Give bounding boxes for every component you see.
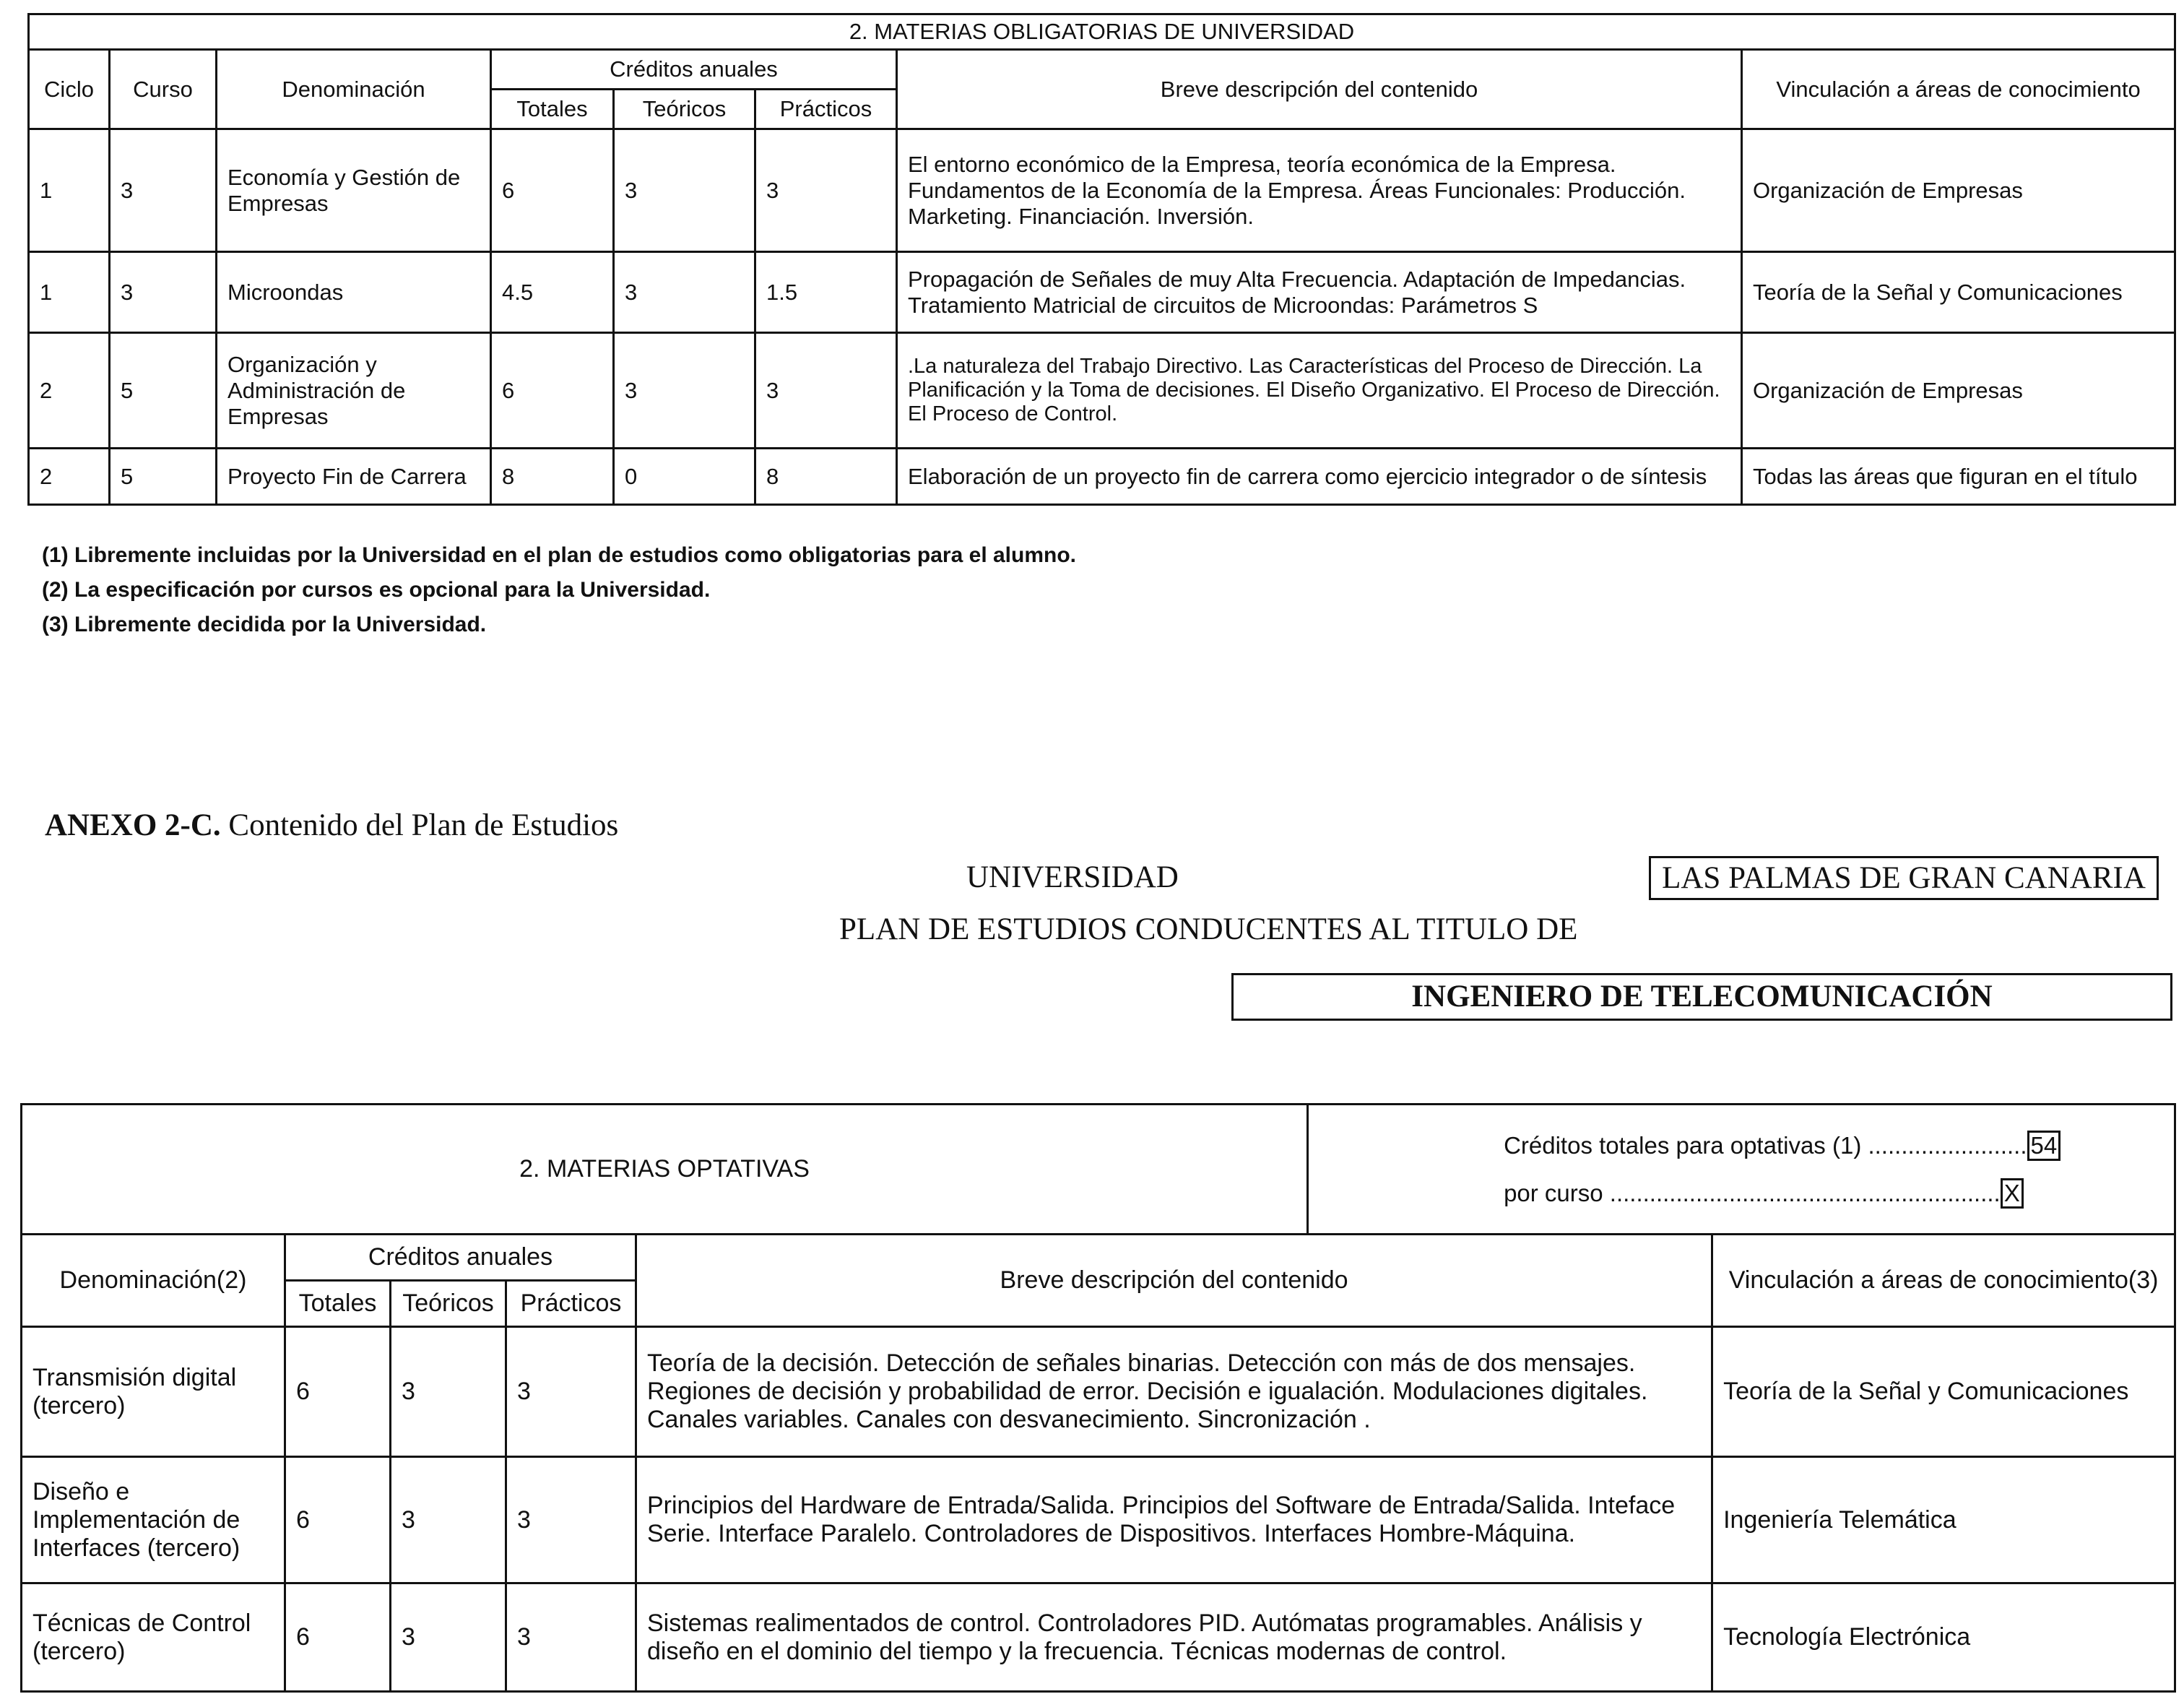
cell-denominacion: Transmisión digital (tercero) [22,1327,285,1457]
header-practicos: Prácticos [755,90,897,129]
header-vinculacion: Vinculación a áreas de conocimiento [1742,50,2175,129]
table-title: 2. MATERIAS OPTATIVAS [22,1105,1308,1235]
plan-label: PLAN DE ESTUDIOS CONDUCENTES AL TITULO DE [839,912,1578,946]
footnote-2: (2) La especificación por cursos es opcional para la Universidad. [42,578,711,602]
cell-descripcion: Elaboración de un proyecto fin de carrera como ejercicio integrador o de síntesis [897,449,1742,505]
cell-descripcion: El entorno económico de la Empresa, teoría económica de la Empresa. Fundamentos de la Economía de la Empresa. Áreas Funcionales: Producción. Marketing. Financiación. Inversión. [897,129,1742,252]
header-totales: Totales [285,1281,391,1327]
header-practicos: Prácticos [506,1281,636,1327]
cell-ciclo: 2 [29,333,110,449]
cell-teoricos: 3 [391,1583,506,1692]
cell-curso: 3 [110,129,217,252]
cell-denominacion: Microondas [217,252,491,333]
table-row [29,129,2175,252]
header-totales: Totales [491,90,614,129]
por-curso-label: por curso ........................................................... [1504,1179,2001,1206]
table-row [29,449,2175,505]
header-ciclo: Ciclo [29,50,110,129]
cell-totales: 4.5 [491,252,614,333]
table-row [22,1583,2175,1692]
cell-descripcion: Sistemas realimentados de control. Controladores PID. Autómatas programables. Análisis y diseño en el dominio del tiempo y la frecuencia. Técnicas modernas de control. [636,1583,1712,1692]
cell-practicos: 3 [755,333,897,449]
creditos-totales-line [1504,1122,2164,1170]
cell-vinculacion: Organización de Empresas [1742,333,2175,449]
cell-vinculacion: Teoría de la Señal y Comunicaciones [1742,252,2175,333]
universidad-label: UNIVERSIDAD [966,860,1179,894]
por-curso-value: X [2001,1178,2024,1209]
cell-teoricos: 3 [391,1457,506,1583]
table-row [22,1327,2175,1457]
cell-practicos: 1.5 [755,252,897,333]
table-row [29,333,2175,449]
cell-descripcion: Principios del Hardware de Entrada/Salida. Principios del Software de Entrada/Salida. Inteface Serie. Interface Paralelo. Controladores de Dispositivos. Interfaces Hombre-Máquina. [636,1457,1712,1583]
cell-curso: 5 [110,449,217,505]
por-curso-line [1504,1170,2164,1217]
cell-totales: 6 [491,333,614,449]
header-descripcion: Breve descripción del contenido [636,1235,1712,1327]
cell-vinculacion: Organización de Empresas [1742,129,2175,252]
cell-teoricos: 3 [391,1327,506,1457]
cell-totales: 6 [285,1457,391,1583]
cell-totales: 6 [285,1583,391,1692]
table-row [29,252,2175,333]
header-teoricos: Teóricos [614,90,755,129]
cell-teoricos: 3 [614,333,755,449]
cell-descripcion: Propagación de Señales de muy Alta Frecuencia. Adaptación de Impedancias. Tratamiento Matricial de circuitos de Microondas: Parámetros S [897,252,1742,333]
header-teoricos: Teóricos [391,1281,506,1327]
cell-descripcion: Teoría de la decisión. Detección de señales binarias. Detección con más de dos mensajes. Regiones de decisión y probabilidad de error. Decisión e igualación. Modulaciones digitales. Canales variables. Canales con desvanecimiento. Sincronización . [636,1327,1712,1457]
cell-denominacion: Técnicas de Control (tercero) [22,1583,285,1692]
cell-descripcion: .La naturaleza del Trabajo Directivo. Las Características del Proceso de Dirección. La Planificación y la Toma de decisiones. El Diseño Organizativo. El Proceso de Dirección. El Proceso de Control. [897,333,1742,449]
creditos-totales-value: 54 [2027,1131,2061,1161]
header-creditos: Créditos anuales [285,1235,636,1281]
optativas-table [20,1103,2176,1693]
header-vinculacion: Vinculación a áreas de conocimiento(3) [1712,1235,2175,1327]
cell-denominacion: Proyecto Fin de Carrera [217,449,491,505]
cell-ciclo: 1 [29,129,110,252]
cell-totales: 6 [285,1327,391,1457]
creditos-totales-label: Créditos totales para optativas (1) ........................ [1504,1131,2027,1159]
anexo-subtitle: Contenido del Plan de Estudios [220,808,619,842]
cell-teoricos: 3 [614,252,755,333]
table-title: 2. MATERIAS OBLIGATORIAS DE UNIVERSIDAD [29,14,2175,50]
cell-vinculacion: Ingeniería Telemática [1712,1457,2175,1583]
header-denominacion: Denominación [217,50,491,129]
titulo-value: INGENIERO DE TELECOMUNICACIÓN [1231,973,2172,1021]
header-denominacion: Denominación(2) [22,1235,285,1327]
footnote-3: (3) Libremente decidida por la Universidad. [42,613,487,636]
cell-totales: 8 [491,449,614,505]
cell-denominacion: Diseño e Implementación de Interfaces (tercero) [22,1457,285,1583]
cell-vinculacion: Todas las áreas que figuran en el título [1742,449,2175,505]
header-creditos: Créditos anuales [491,50,897,90]
cell-practicos: 3 [506,1457,636,1583]
table-row [22,1457,2175,1583]
header-descripcion: Breve descripción del contenido [897,50,1742,129]
cell-practicos: 3 [506,1583,636,1692]
creditos-optativas-box [1308,1105,2175,1235]
cell-practicos: 3 [506,1327,636,1457]
anexo-label: ANEXO 2-C. [45,808,221,842]
cell-teoricos: 0 [614,449,755,505]
cell-practicos: 8 [755,449,897,505]
cell-vinculacion: Teoría de la Señal y Comunicaciones [1712,1327,2175,1457]
anexo-heading [45,808,618,843]
footnote-1: (1) Libremente incluidas por la Universidad en el plan de estudios como obligatorias para el alumno. [42,543,1076,567]
universidad-value: LAS PALMAS DE GRAN CANARIA [1649,856,2159,900]
cell-vinculacion: Tecnología Electrónica [1712,1583,2175,1692]
footnotes [42,538,1076,642]
obligatorias-table [27,13,2176,506]
header-curso: Curso [110,50,217,129]
cell-curso: 5 [110,333,217,449]
cell-teoricos: 3 [614,129,755,252]
cell-ciclo: 2 [29,449,110,505]
cell-denominacion: Organización y Administración de Empresas [217,333,491,449]
cell-ciclo: 1 [29,252,110,333]
cell-totales: 6 [491,129,614,252]
cell-practicos: 3 [755,129,897,252]
cell-denominacion: Economía y Gestión de Empresas [217,129,491,252]
cell-curso: 3 [110,252,217,333]
